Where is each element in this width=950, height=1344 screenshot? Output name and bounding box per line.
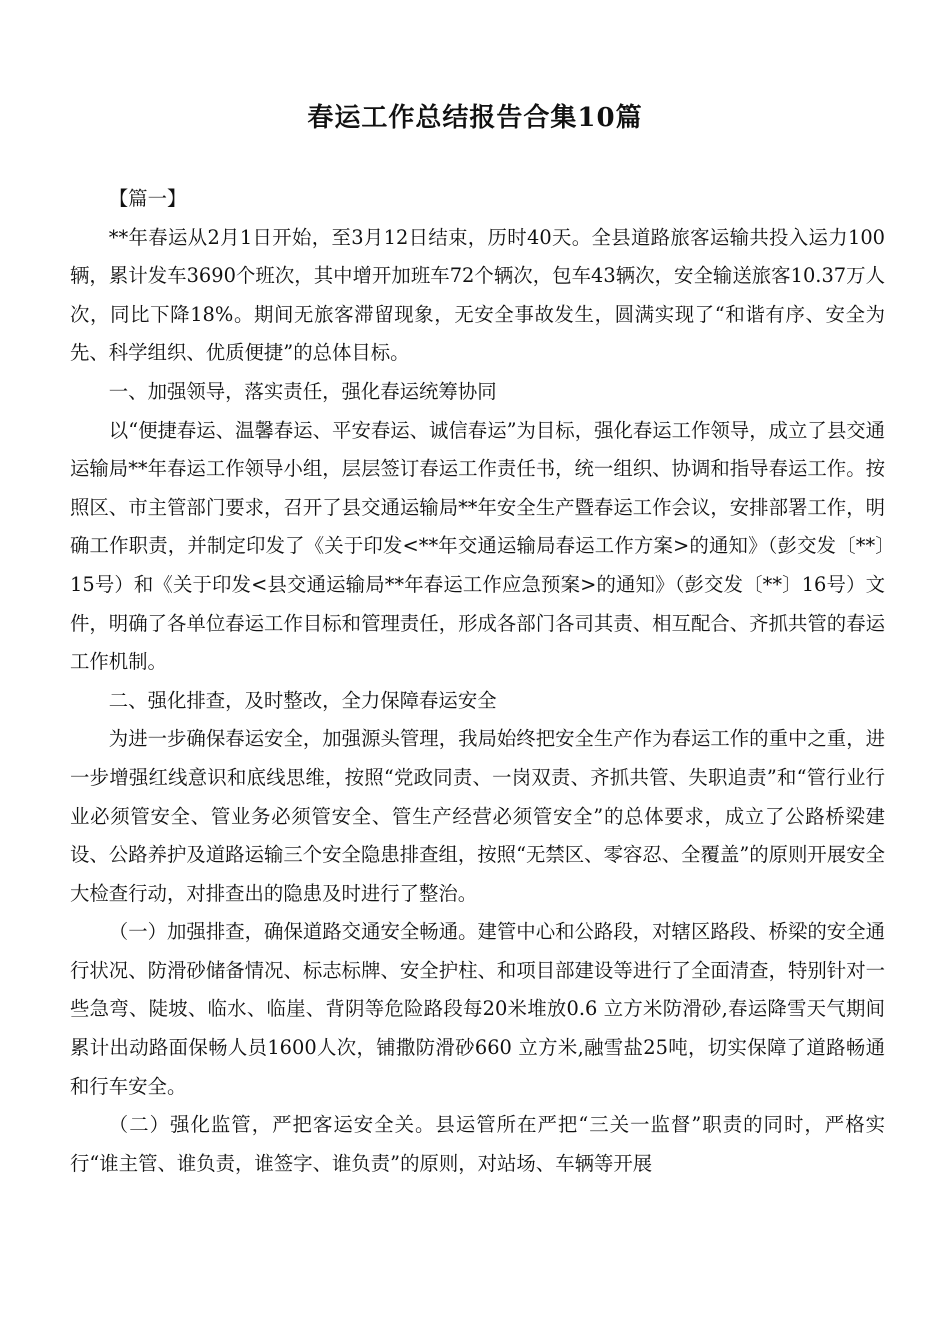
document-body <box>70 180 885 1183</box>
chapter-label: 【篇一】 <box>108 187 187 210</box>
paragraph-subsection-1: （一）加强排查，确保道路交通安全畅通。建管中心和公路段，对辖区路段、桥梁的安全通行状况、防滑砂储备情况、标志标牌、安全护柱、和项目部建设等进行了全面清查，特别针对一些急弯、陡坡、临水、临崖、背阴等危险路段每20米堆放0.6 立方米防滑砂,春运降雪天气期间累计出动路面保畅人员1600人次，铺撒防滑砂660 立方米,融雪盐25吨，切实保障了道路畅通和行车安全。 <box>70 920 885 1098</box>
paragraph-subsection-2: （二）强化监管，严把客运安全关。县运管所在严把“三关一监督”职责的同时，严格实行“谁主管、谁负责，谁签字、谁负责”的原则，对站场、车辆等开展 <box>70 1113 885 1175</box>
section-heading-2: 二、强化排查，及时整改，全力保障春运安全 <box>108 688 497 712</box>
section-heading-1: 一、加强领导，落实责任，强化春运统筹协同 <box>108 379 497 403</box>
paragraph-summary: **年春运从2月1日开始，至3月12日结束，历时40天。全县道路旅客运输共投入运力100辆，累计发车3690个班次，其中增开加班车72个辆次，包车43辆次，安全输送旅客10.37万人次，同比下降18%。期间无旅客滞留现象，无安全事故发生，圆满实现了“和谐有序、安全为先、科学组织、优质便捷”的总体目标。 <box>70 225 885 365</box>
document-title: 春运工作总结报告合集10篇 <box>307 103 643 133</box>
paragraph-leadership: 以“便捷春运、温馨春运、平安春运、诚信春运”为目标，强化春运工作领导，成立了县交通运输局**年春运工作领导小组，层层签订春运工作责任书，统一组织、协调和指导春运工作。按照区、市主管部门要求，召开了县交通运输局**年安全生产暨春运工作会议，安排部署工作，明确工作职责，并制定印发了《关于印发<**年交通运输局春运工作方案>的通知》（彭交发〔**〕15号）和《关于印发<县交通运输局**年春运工作应急预案>的通知》（彭交发〔**〕16号）文件，明确了各单位春运工作目标和管理责任，形成各部门各司其责、相互配合、齐抓共管的春运工作机制。 <box>70 418 885 674</box>
paragraph-safety: 为进一步确保春运安全，加强源头管理，我局始终把安全生产作为春运工作的重中之重，进一步增强红线意识和底线思维，按照“党政同责、一岗双责、齐抓共管、失职追责”和“管行业行业必须管安全、管业务必须管安全、管生产经营必须管安全”的总体要求，成立了公路桥梁建设、公路养护及道路运输三个安全隐患排查组，按照“无禁区、零容忍、全覆盖”的原则开展安全大检查行动，对排查出的隐患及时进行了整治。 <box>70 727 885 905</box>
